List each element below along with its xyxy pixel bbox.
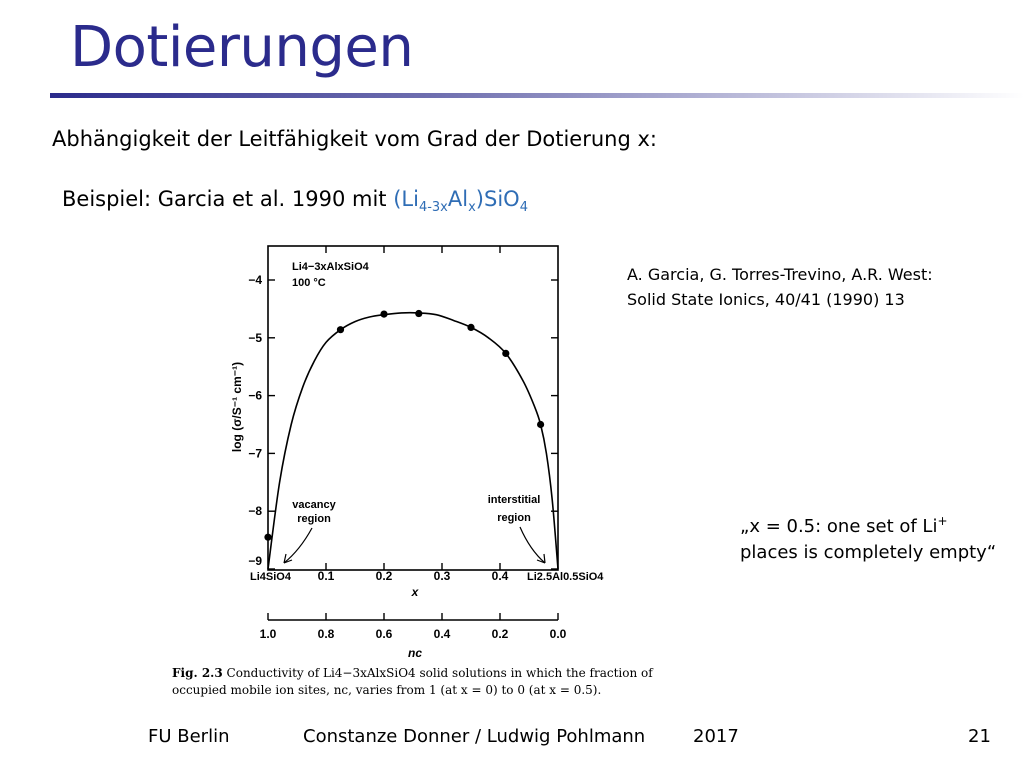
quote-part-1: „x = 0.5: one set of Li bbox=[740, 516, 938, 537]
footer-authors: Constanze Donner / Ludwig Pohlmann bbox=[303, 726, 646, 747]
caption-label: Fig. 2.3 bbox=[172, 666, 223, 680]
x-tick-label: 0.3 bbox=[433, 569, 451, 583]
formula-subscript: 4 bbox=[519, 200, 528, 216]
quote-part-2: places is completely empty“ bbox=[740, 542, 997, 563]
example-prefix: Beispiel: Garcia et al. 1990 mit bbox=[62, 187, 394, 211]
quote-superscript: + bbox=[937, 514, 948, 528]
secondary-x-axis bbox=[260, 613, 567, 641]
x-tick-label: 0.2 bbox=[375, 569, 393, 583]
formula-part: (Li bbox=[393, 187, 419, 211]
figure-caption bbox=[172, 665, 682, 699]
slide-title: Dotierungen bbox=[70, 15, 414, 80]
secondary-x-tick-label: 0.8 bbox=[317, 627, 335, 641]
interstitial-label-2: region bbox=[497, 512, 531, 524]
secondary-x-axis-label: nc bbox=[407, 646, 423, 660]
x-ticks bbox=[318, 246, 509, 583]
caption-formula: Conductivity of Li4−3xAlxSiO4 bbox=[226, 666, 416, 680]
interstitial-label-1: interstitial bbox=[487, 494, 541, 506]
vacancy-arrow bbox=[284, 528, 312, 563]
left-end-label: Li4SiO4 bbox=[250, 571, 291, 583]
inset-temperature: 100 °C bbox=[292, 277, 326, 289]
footer-page-number: 21 bbox=[968, 726, 991, 747]
conductivity-curve bbox=[268, 313, 558, 569]
formula-part: Al bbox=[447, 187, 469, 211]
secondary-x-tick-label: 0.2 bbox=[491, 627, 509, 641]
caption-text: solid solutions in which the fraction of occupied mobile ion sites, nc, varies from 1 (at x = 0) to 0 (at x = 0.5). bbox=[172, 666, 653, 697]
y-axis-label: log (σ/S⁻¹ cm⁻¹) bbox=[230, 361, 244, 453]
y-tick-label: −9 bbox=[248, 554, 262, 568]
citation-line-1: A. Garcia, G. Torres-Trevino, A.R. West: bbox=[627, 265, 933, 284]
secondary-x-tick-label: 0.6 bbox=[375, 627, 393, 641]
formula-subscript: x bbox=[468, 200, 476, 216]
data-point bbox=[502, 350, 509, 357]
formula-part: )SiO bbox=[475, 187, 520, 211]
x-axis-label: x bbox=[411, 585, 419, 599]
data-point bbox=[337, 326, 344, 333]
data-point bbox=[380, 311, 387, 318]
citation-line-2: Solid State Ionics, 40/41 (1990) 13 bbox=[627, 290, 905, 309]
y-tick-label: −4 bbox=[248, 273, 262, 287]
footer-institution: FU Berlin bbox=[148, 726, 230, 747]
x-tick-label: 0.4 bbox=[491, 569, 509, 583]
y-ticks bbox=[248, 273, 558, 569]
data-point bbox=[264, 534, 271, 541]
x-tick-label: 0.1 bbox=[317, 569, 335, 583]
data-point bbox=[467, 324, 474, 331]
y-tick-label: −6 bbox=[248, 388, 262, 403]
vacancy-label-1: vacancy bbox=[292, 499, 336, 511]
footer-year: 2017 bbox=[693, 726, 739, 747]
right-end-label: Li2.5Al0.5SiO4 bbox=[527, 571, 604, 583]
slide-subtitle: Abhängigkeit der Leitfähigkeit vom Grad der Dotierung x: bbox=[52, 127, 657, 151]
y-tick-label: −8 bbox=[248, 504, 262, 519]
interstitial-arrow bbox=[520, 527, 545, 563]
secondary-x-tick-label: 0.0 bbox=[549, 627, 567, 641]
formula-subscript: 4-3x bbox=[418, 200, 448, 216]
y-tick-label: −5 bbox=[248, 330, 262, 345]
vacancy-label-2: region bbox=[297, 513, 331, 525]
y-tick-label: −7 bbox=[248, 446, 262, 461]
data-point bbox=[415, 310, 422, 317]
data-point bbox=[537, 421, 544, 428]
inset-formula: Li4−3xAlxSiO4 bbox=[292, 261, 369, 273]
secondary-x-tick-label: 1.0 bbox=[259, 627, 277, 641]
secondary-x-tick-label: 0.4 bbox=[433, 627, 451, 641]
